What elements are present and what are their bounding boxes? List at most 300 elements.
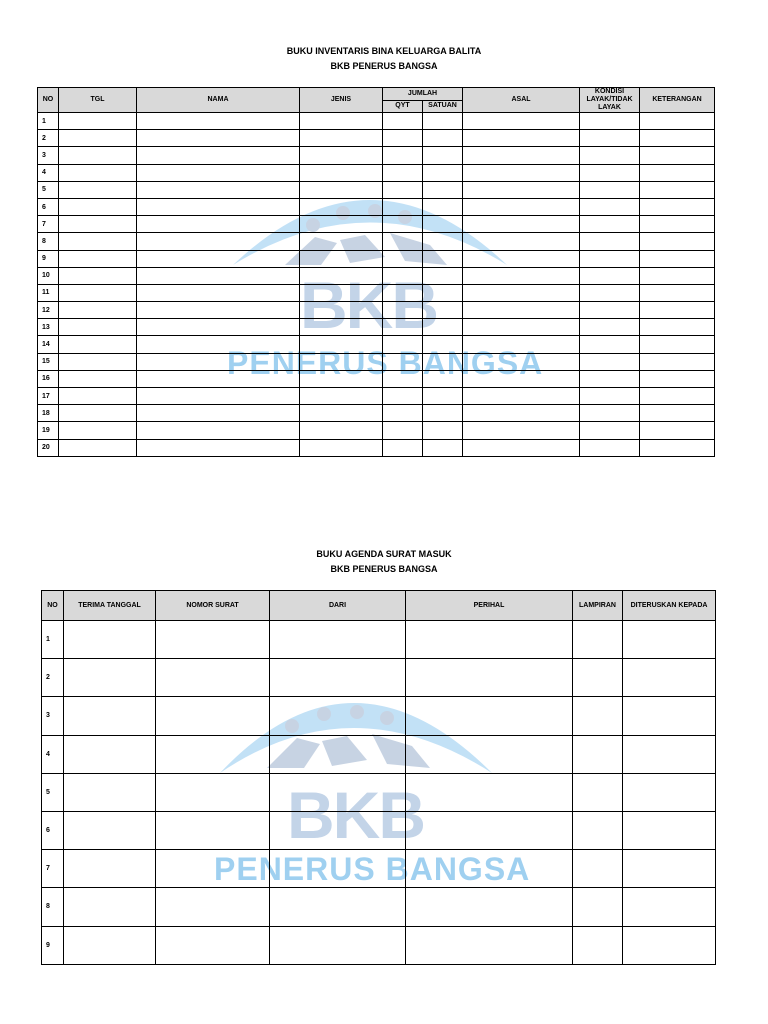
row-number: 18 <box>38 405 59 422</box>
table-cell[interactable] <box>423 439 463 456</box>
inventaris-title-line2: BKB PENERUS BANGSA <box>330 61 438 71</box>
inventaris-title <box>0 44 768 74</box>
header-perihal: PERIHAL <box>406 591 573 621</box>
row-number: 2 <box>38 130 59 147</box>
header-jumlah: JUMLAH <box>383 88 463 101</box>
table-cell[interactable] <box>423 130 463 147</box>
table-row <box>38 164 715 181</box>
table-cell[interactable] <box>270 697 406 735</box>
table-cell[interactable] <box>640 370 715 387</box>
header-no: NO <box>42 591 64 621</box>
table-row <box>42 926 716 964</box>
row-number: 11 <box>38 284 59 301</box>
table-cell[interactable] <box>59 216 137 233</box>
table-cell[interactable] <box>270 773 406 811</box>
table-cell[interactable] <box>137 130 300 147</box>
table-cell[interactable] <box>623 888 716 926</box>
table-cell[interactable] <box>156 697 270 735</box>
table-cell[interactable] <box>270 735 406 773</box>
row-number: 2 <box>42 659 64 697</box>
table-cell[interactable] <box>580 216 640 233</box>
table-cell[interactable] <box>463 388 580 405</box>
table-cell[interactable] <box>270 621 406 659</box>
table-cell[interactable] <box>137 113 300 130</box>
table-cell[interactable] <box>406 850 573 888</box>
table-cell[interactable] <box>623 811 716 849</box>
table-cell[interactable] <box>640 198 715 215</box>
table-cell[interactable] <box>300 422 383 439</box>
table-row <box>42 621 716 659</box>
table-cell[interactable] <box>383 439 423 456</box>
table-row <box>42 811 716 849</box>
table-cell[interactable] <box>64 659 156 697</box>
table-cell[interactable] <box>64 888 156 926</box>
table-cell[interactable] <box>406 888 573 926</box>
table-cell[interactable] <box>640 250 715 267</box>
table-cell[interactable] <box>137 181 300 198</box>
table-cell[interactable] <box>463 181 580 198</box>
table-cell[interactable] <box>59 164 137 181</box>
table-cell[interactable] <box>270 811 406 849</box>
table-cell[interactable] <box>580 198 640 215</box>
row-number: 15 <box>38 353 59 370</box>
table-cell[interactable] <box>423 284 463 301</box>
header-nama: NAMA <box>137 88 300 113</box>
table-cell[interactable] <box>383 113 423 130</box>
table-cell[interactable] <box>640 216 715 233</box>
table-cell[interactable] <box>423 302 463 319</box>
table-cell[interactable] <box>580 319 640 336</box>
table-cell[interactable] <box>270 659 406 697</box>
table-cell[interactable] <box>580 353 640 370</box>
table-row <box>38 405 715 422</box>
table-cell[interactable] <box>423 233 463 250</box>
table-cell[interactable] <box>300 164 383 181</box>
table-row <box>38 284 715 301</box>
table-cell[interactable] <box>406 773 573 811</box>
table-cell[interactable] <box>137 319 300 336</box>
table-cell[interactable] <box>64 811 156 849</box>
table-cell[interactable] <box>137 439 300 456</box>
table-cell[interactable] <box>640 233 715 250</box>
table-row <box>42 850 716 888</box>
table-cell[interactable] <box>623 697 716 735</box>
table-row <box>38 302 715 319</box>
row-number: 1 <box>38 113 59 130</box>
header-jenis: JENIS <box>300 88 383 113</box>
table-cell[interactable] <box>59 267 137 284</box>
row-number: 10 <box>38 267 59 284</box>
table-cell[interactable] <box>64 773 156 811</box>
table-cell[interactable] <box>300 319 383 336</box>
table-cell[interactable] <box>59 113 137 130</box>
row-number: 12 <box>38 302 59 319</box>
table-cell[interactable] <box>463 130 580 147</box>
table-cell[interactable] <box>463 233 580 250</box>
table-cell[interactable] <box>640 422 715 439</box>
row-number: 17 <box>38 388 59 405</box>
table-cell[interactable] <box>573 926 623 964</box>
table-cell[interactable] <box>270 850 406 888</box>
table-cell[interactable] <box>300 113 383 130</box>
table-cell[interactable] <box>423 353 463 370</box>
table-cell[interactable] <box>463 250 580 267</box>
table-cell[interactable] <box>383 302 423 319</box>
table-row <box>38 439 715 456</box>
table-cell[interactable] <box>423 336 463 353</box>
table-cell[interactable] <box>59 388 137 405</box>
table-cell[interactable] <box>463 267 580 284</box>
table-cell[interactable] <box>137 422 300 439</box>
row-number: 13 <box>38 319 59 336</box>
header-dari: DARI <box>270 591 406 621</box>
table-row <box>38 336 715 353</box>
table-cell[interactable] <box>406 621 573 659</box>
table-cell[interactable] <box>300 198 383 215</box>
row-number: 6 <box>42 811 64 849</box>
table-cell[interactable] <box>640 164 715 181</box>
table-cell[interactable] <box>300 284 383 301</box>
table-cell[interactable] <box>383 198 423 215</box>
table-cell[interactable] <box>640 267 715 284</box>
table-row <box>38 353 715 370</box>
table-cell[interactable] <box>59 233 137 250</box>
row-number: 8 <box>42 888 64 926</box>
table-row <box>38 319 715 336</box>
table-cell[interactable] <box>59 319 137 336</box>
table-cell[interactable] <box>580 181 640 198</box>
table-cell[interactable] <box>156 811 270 849</box>
table-cell[interactable] <box>640 181 715 198</box>
table-cell[interactable] <box>640 147 715 164</box>
table-cell[interactable] <box>423 267 463 284</box>
table-cell[interactable] <box>406 659 573 697</box>
table-cell[interactable] <box>463 216 580 233</box>
table-cell[interactable] <box>383 250 423 267</box>
table-cell[interactable] <box>383 130 423 147</box>
table-cell[interactable] <box>137 267 300 284</box>
table-cell[interactable] <box>156 735 270 773</box>
table-cell[interactable] <box>300 370 383 387</box>
table-cell[interactable] <box>406 697 573 735</box>
table-row <box>38 267 715 284</box>
row-number: 19 <box>38 422 59 439</box>
table-cell[interactable] <box>270 926 406 964</box>
table-cell[interactable] <box>137 336 300 353</box>
table-row <box>38 147 715 164</box>
table-row <box>38 250 715 267</box>
table-row <box>38 370 715 387</box>
table-cell[interactable] <box>463 405 580 422</box>
header-keterangan: KETERANGAN <box>640 88 715 113</box>
header-lampiran: LAMPIRAN <box>573 591 623 621</box>
row-number: 4 <box>38 164 59 181</box>
table-cell[interactable] <box>59 250 137 267</box>
table-cell[interactable] <box>580 267 640 284</box>
table-cell[interactable] <box>59 302 137 319</box>
header-no: NO <box>38 88 59 113</box>
table-cell[interactable] <box>383 181 423 198</box>
table-cell[interactable] <box>580 302 640 319</box>
row-number: 8 <box>38 233 59 250</box>
table-cell[interactable] <box>640 130 715 147</box>
table-cell[interactable] <box>137 216 300 233</box>
table-row <box>38 388 715 405</box>
table-row <box>38 130 715 147</box>
table-cell[interactable] <box>580 388 640 405</box>
table-cell[interactable] <box>573 888 623 926</box>
table-cell[interactable] <box>300 233 383 250</box>
table-cell[interactable] <box>383 319 423 336</box>
inventaris-table <box>37 87 715 457</box>
table-cell[interactable] <box>64 926 156 964</box>
table-cell[interactable] <box>640 284 715 301</box>
row-number: 5 <box>42 773 64 811</box>
table-row <box>42 659 716 697</box>
table-cell[interactable] <box>300 353 383 370</box>
table-cell[interactable] <box>59 405 137 422</box>
table-cell[interactable] <box>623 850 716 888</box>
table-cell[interactable] <box>64 735 156 773</box>
header-terima-tanggal: TERIMA TANGGAL <box>64 591 156 621</box>
table-cell[interactable] <box>300 336 383 353</box>
table-cell[interactable] <box>156 659 270 697</box>
table-cell[interactable] <box>383 233 423 250</box>
header-diteruskan-kepada: DITERUSKAN KEPADA <box>623 591 716 621</box>
table-cell[interactable] <box>640 319 715 336</box>
table-cell[interactable] <box>463 422 580 439</box>
table-cell[interactable] <box>406 926 573 964</box>
table-cell[interactable] <box>423 319 463 336</box>
agenda-title-line1: BUKU AGENDA SURAT MASUK <box>316 549 452 559</box>
table-cell[interactable] <box>640 405 715 422</box>
agenda-title-line2: BKB PENERUS BANGSA <box>330 564 438 574</box>
table-cell[interactable] <box>137 198 300 215</box>
table-cell[interactable] <box>580 164 640 181</box>
table-cell[interactable] <box>580 284 640 301</box>
table-cell[interactable] <box>59 336 137 353</box>
table-cell[interactable] <box>640 113 715 130</box>
table-cell[interactable] <box>59 422 137 439</box>
table-cell[interactable] <box>59 370 137 387</box>
watermark-org-text: PENERUS BANGSA <box>214 851 531 887</box>
row-number: 3 <box>42 697 64 735</box>
table-cell[interactable] <box>137 233 300 250</box>
table-cell[interactable] <box>623 735 716 773</box>
table-cell[interactable] <box>59 181 137 198</box>
table-cell[interactable] <box>137 284 300 301</box>
table-cell[interactable] <box>573 773 623 811</box>
table-cell[interactable] <box>580 370 640 387</box>
row-number: 20 <box>38 439 59 456</box>
table-cell[interactable] <box>156 888 270 926</box>
table-cell[interactable] <box>64 850 156 888</box>
table-cell[interactable] <box>383 353 423 370</box>
table-cell[interactable] <box>300 181 383 198</box>
table-cell[interactable] <box>383 388 423 405</box>
table-cell[interactable] <box>623 621 716 659</box>
table-cell[interactable] <box>463 439 580 456</box>
table-cell[interactable] <box>59 284 137 301</box>
table-cell[interactable] <box>137 250 300 267</box>
header-satuan: SATUAN <box>423 100 463 113</box>
table-cell[interactable] <box>423 198 463 215</box>
table-cell[interactable] <box>423 164 463 181</box>
table-cell[interactable] <box>640 388 715 405</box>
table-cell[interactable] <box>580 113 640 130</box>
table-cell[interactable] <box>137 164 300 181</box>
table-cell[interactable] <box>463 336 580 353</box>
table-cell[interactable] <box>383 216 423 233</box>
header-nomor-surat: NOMOR SURAT <box>156 591 270 621</box>
row-number: 7 <box>42 850 64 888</box>
header-kondisi: KONDISI LAYAK/TIDAK LAYAK <box>580 88 640 113</box>
watermark-logo-text: BKB <box>300 268 437 342</box>
table-cell[interactable] <box>383 422 423 439</box>
table-cell[interactable] <box>463 147 580 164</box>
table-cell[interactable] <box>300 302 383 319</box>
agenda-table <box>41 590 716 965</box>
table-cell[interactable] <box>423 113 463 130</box>
table-cell[interactable] <box>423 181 463 198</box>
table-cell[interactable] <box>406 811 573 849</box>
table-cell[interactable] <box>573 697 623 735</box>
table-cell[interactable] <box>423 422 463 439</box>
watermark-org-text: PENERUS BANGSA <box>227 345 544 381</box>
table-cell[interactable] <box>137 353 300 370</box>
table-cell[interactable] <box>300 216 383 233</box>
table-cell[interactable] <box>383 147 423 164</box>
header-asal: ASAL <box>463 88 580 113</box>
table-cell[interactable] <box>423 147 463 164</box>
table-cell[interactable] <box>137 147 300 164</box>
header-qyt: QYT <box>383 100 423 113</box>
table-cell[interactable] <box>580 233 640 250</box>
table-cell[interactable] <box>270 888 406 926</box>
table-row <box>38 198 715 215</box>
row-number: 3 <box>38 147 59 164</box>
table-cell[interactable] <box>463 113 580 130</box>
table-cell[interactable] <box>580 405 640 422</box>
table-row <box>38 113 715 130</box>
table-cell[interactable] <box>383 284 423 301</box>
table-cell[interactable] <box>59 147 137 164</box>
row-number: 4 <box>42 735 64 773</box>
table-cell[interactable] <box>59 198 137 215</box>
table-cell[interactable] <box>300 130 383 147</box>
table-cell[interactable] <box>463 319 580 336</box>
table-row <box>38 216 715 233</box>
table-cell[interactable] <box>300 147 383 164</box>
table-cell[interactable] <box>423 216 463 233</box>
table-cell[interactable] <box>300 439 383 456</box>
inventaris-title-line1: BUKU INVENTARIS BINA KELUARGA BALITA <box>286 46 482 56</box>
table-cell[interactable] <box>640 353 715 370</box>
table-cell[interactable] <box>463 370 580 387</box>
table-cell[interactable] <box>580 336 640 353</box>
table-cell[interactable] <box>64 621 156 659</box>
agenda-title <box>0 547 768 577</box>
table-cell[interactable] <box>137 370 300 387</box>
table-cell[interactable] <box>300 405 383 422</box>
row-number: 9 <box>42 926 64 964</box>
row-number: 5 <box>38 181 59 198</box>
table-row <box>38 422 715 439</box>
table-cell[interactable] <box>573 850 623 888</box>
header-tgl: TGL <box>59 88 137 113</box>
table-cell[interactable] <box>300 267 383 284</box>
table-row <box>38 181 715 198</box>
row-number: 7 <box>38 216 59 233</box>
table-cell[interactable] <box>580 422 640 439</box>
table-cell[interactable] <box>423 370 463 387</box>
table-cell[interactable] <box>383 405 423 422</box>
table-cell[interactable] <box>573 735 623 773</box>
row-number: 6 <box>38 198 59 215</box>
table-cell[interactable] <box>383 164 423 181</box>
table-cell[interactable] <box>463 353 580 370</box>
table-cell[interactable] <box>156 773 270 811</box>
table-cell[interactable] <box>423 388 463 405</box>
table-cell[interactable] <box>156 926 270 964</box>
table-cell[interactable] <box>573 811 623 849</box>
table-row <box>42 697 716 735</box>
table-cell[interactable] <box>59 439 137 456</box>
table-cell[interactable] <box>156 621 270 659</box>
table-cell[interactable] <box>383 336 423 353</box>
table-cell[interactable] <box>580 250 640 267</box>
table-cell[interactable] <box>137 388 300 405</box>
table-cell[interactable] <box>423 250 463 267</box>
row-number: 14 <box>38 336 59 353</box>
table-cell[interactable] <box>580 147 640 164</box>
table-cell[interactable] <box>640 439 715 456</box>
table-cell[interactable] <box>573 659 623 697</box>
table-cell[interactable] <box>463 164 580 181</box>
table-cell[interactable] <box>573 621 623 659</box>
table-row <box>42 888 716 926</box>
table-row <box>38 233 715 250</box>
table-cell[interactable] <box>463 284 580 301</box>
table-cell[interactable] <box>463 302 580 319</box>
table-cell[interactable] <box>137 302 300 319</box>
table-cell[interactable] <box>383 267 423 284</box>
table-cell[interactable] <box>156 850 270 888</box>
table-cell[interactable] <box>423 405 463 422</box>
table-cell[interactable] <box>623 659 716 697</box>
row-number: 9 <box>38 250 59 267</box>
table-cell[interactable] <box>59 353 137 370</box>
table-cell[interactable] <box>623 773 716 811</box>
table-cell[interactable] <box>406 735 573 773</box>
table-cell[interactable] <box>580 439 640 456</box>
table-cell[interactable] <box>300 388 383 405</box>
table-cell[interactable] <box>640 336 715 353</box>
table-cell[interactable] <box>383 370 423 387</box>
table-cell[interactable] <box>300 250 383 267</box>
table-cell[interactable] <box>580 130 640 147</box>
table-cell[interactable] <box>640 302 715 319</box>
row-number: 1 <box>42 621 64 659</box>
table-row <box>42 735 716 773</box>
table-row <box>42 773 716 811</box>
table-cell[interactable] <box>59 130 137 147</box>
table-cell[interactable] <box>64 697 156 735</box>
watermark-logo-text: BKB <box>287 778 424 852</box>
table-cell[interactable] <box>137 405 300 422</box>
table-cell[interactable] <box>623 926 716 964</box>
table-cell[interactable] <box>463 198 580 215</box>
